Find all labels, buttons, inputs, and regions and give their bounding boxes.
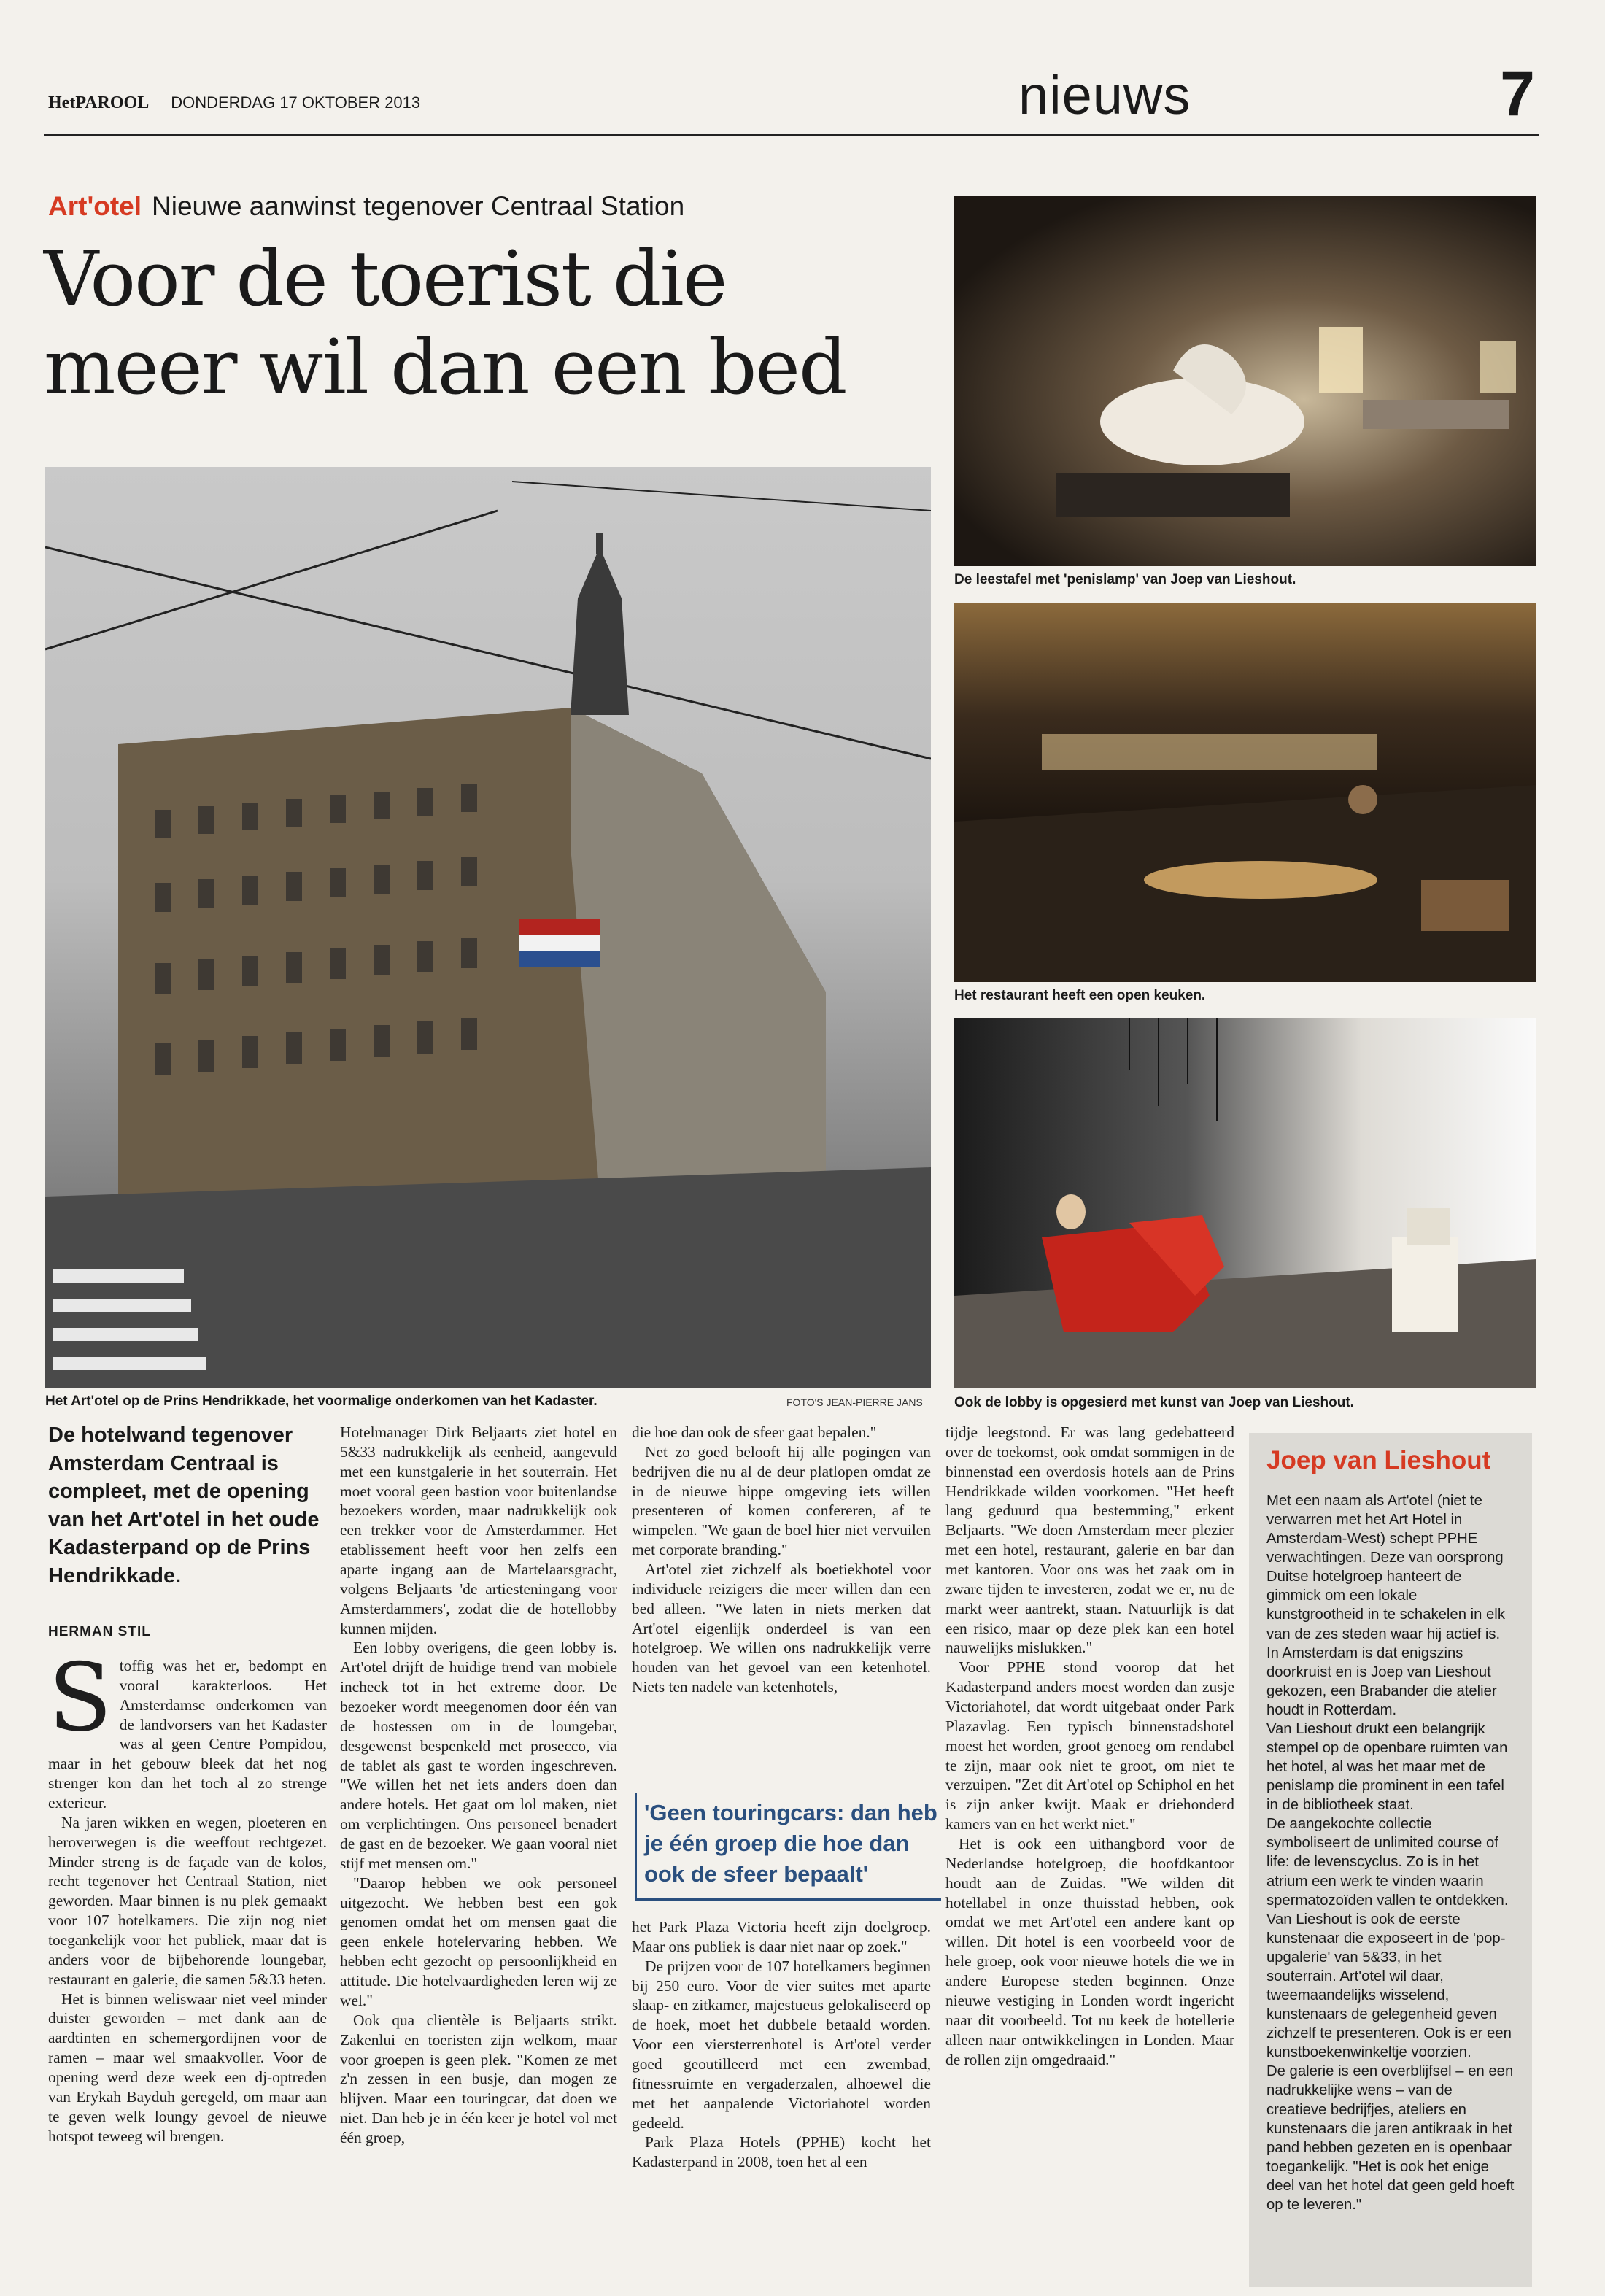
issue-date: DONDERDAG 17 OKTOBER 2013 bbox=[171, 93, 421, 112]
photo-reading-table bbox=[954, 196, 1536, 566]
sidebar-paragraph: Van Lieshout drukt een belangrijk stempel op de openbare ruimten van het hotel, al was het maar met de penislamp die prominent in een tafel in de bibliotheek staat. bbox=[1266, 1720, 1508, 1814]
paragraph: Het is binnen weliswaar niet veel minder duister geworden – met dank aan de aardtinten en schemergordijnen voor de ramen – maar wel smaakvoller. Voor de opening werd deze week een dj-optreden van Erykah Bayduh geregeld, om maar aan te geven welk loungy gevoel de nieuwe hotspot teweeg wil brengen. bbox=[48, 1990, 327, 2145]
article-intro: De hotelwand tegenover Amsterdam Centraal is compleet, met de opening van het Art'otel in het oude Kadasterpand op de Prins Hendrikkade. bbox=[48, 1423, 320, 1588]
paragraph: Na jaren wikken en wegen, ploeteren en heroverwegen is die weeffout rechtgezet. Minder streng is de façade van de kolos, recht tegenover het Centraal Station, niet geworden. Maar binnen is nu plek gemaakt voor 107 hotelkamers. Die zijn nog niet toegankelijk voor het publiek, maar dat is anders voor de bijbehorende loungebar, restaurant en galerie, die samen 5&33 heten. bbox=[48, 1813, 327, 1988]
paragraph: tijdje leegstond. Er was lang gedebatteerd over de toekomst, ook omdat sommigen in de binnenstad een overdosis hotels aan de Prins Hendrikkade wilden voorkomen. "Het heeft lang geduurd qua bestemming," erkent Beljaarts. "We doen Amsterdam meer plezier met een hotel, restaurant, galerie en bar dan met kantoren. Voor ons was het zaak om in zware tijden te investeren, zodat we er, nu de markt weer aantrekt, staan. Natuurlijk is dat een risico, maar op deze plek kan een hotel nauwelijks mislukken." bbox=[945, 1423, 1234, 1657]
paragraph: Het is ook een uithangbord voor de Nederlandse hotelgroep, die hoofdkantoor houdt aan de Zuidas. "We wilden dit hotellabel in onze thuisstad hebben, ook omdat we met Art'otel een andere kant op willen. Dit hotel is een voorbeeld voor de hele groep, ook voor nieuwe hotels die we in andere Europese steden beginnen. Onze nieuwe vestiging in Londen wordt ingericht naar dit voorbeeld. Tot nu keek de hotellerie alleen naar ontwikkelingen in Londen. Maar de rollen zijn omgedraaid." bbox=[945, 1835, 1234, 2068]
column-1 bbox=[48, 1644, 327, 2146]
photo-lobby bbox=[954, 1018, 1536, 1388]
sidebar-paragraph: Met een naam als Art'otel (niet te verwarren met het Art Hotel in Amsterdam-West) schept PPHE verwachtingen. Deze van oorsprong Duitse hotelgroep hanteert de gimmick om een lokale kunstgrootheid in te schakelen in elk van de zes steden waar hij actief is. In Amsterdam is dat enigszins doorkruist en is Joep van Lieshout gekozen, een Brabander die atelier houdt in Rotterdam. bbox=[1266, 1493, 1505, 1718]
headline bbox=[44, 235, 948, 411]
paragraph: Voor PPHE stond voorop dat het Kadasterpand anders moest worden dan zusje Victoriahotel, dat wordt uitgebaat onder Park Plazavlag. Een typisch binnenstadshotel moest het worden, groot genoeg om rendabel te zijn, maar ook niet te groot, om niet te verzuipen. "Zet dit Art'otel op Schiphol en het is zijn anker kwijt. Maak er driehonderd kamers van en het werkt niet." bbox=[945, 1658, 1234, 1833]
paragraph: Park Plaza Hotels (PPHE) kocht het Kadasterpand in 2008, toen het al een bbox=[632, 2133, 931, 2171]
sidebar-box bbox=[1249, 1433, 1532, 2287]
paragraph: Ook qua clientèle is Beljaarts strikt. Zakenlui en toeristen zijn welkom, maar voor groepen is geen plek. "Komen ze met z'n zessen in een busje, dan mogen ze blijven. Maar een touringcar, dat doen we niet. Dan heb je in één keer je hotel vol met één groep, bbox=[340, 2011, 617, 2146]
sidebar-paragraph: De aangekochte collectie symboliseert de unlimited course of life: de levenscyclus. Zo is in het atrium een werk te vinden waarin spermatozoïden vallen te ontdekken. bbox=[1266, 1816, 1509, 1909]
paragraph: De prijzen voor de 107 hotelkamers beginnen bij 250 euro. Voor de vier suites met aparte slaap- en zitkamer, majestueus gelokaliseerd op de hoek, moet het dubbele betaald worden. Voor een viersterrenhotel is Art'otel verder goed geoutilleerd met een zwembad, fitnessruimte en vergaderzalen, alhoewel die met het aanpalende Victoriahotel worden gedeeld. bbox=[632, 1957, 931, 2132]
header-rule bbox=[44, 134, 1539, 136]
byline: HERMAN STIL bbox=[48, 1624, 151, 1639]
sidebar-title: Joep van Lieshout bbox=[1266, 1446, 1491, 1474]
column-3-top bbox=[632, 1423, 931, 1697]
headline-line-1: Voor de toerist die bbox=[44, 234, 727, 323]
column-2 bbox=[340, 1423, 617, 2148]
paragraph bbox=[48, 1644, 327, 1813]
page-number: 7 bbox=[1500, 59, 1535, 129]
paragraph: Net zo goed belooft hij alle pogingen van bedrijven die nu al de deur platlopen omdat ze in de nieuwe hippe omgeving iets willen presenteren of komen confereren, af te wimpelen. "We gaan de boel hier niet vervuilen met corporate branding." bbox=[632, 1442, 931, 1559]
kicker bbox=[48, 191, 684, 222]
masthead bbox=[48, 93, 420, 113]
column-4 bbox=[945, 1423, 1234, 2069]
column-3-bottom bbox=[632, 1917, 931, 2172]
paragraph: die hoe dan ook de sfeer gaat bepalen." bbox=[632, 1423, 877, 1441]
photo-restaurant bbox=[954, 603, 1536, 982]
lounge-illustration bbox=[954, 196, 1536, 566]
section-name: nieuws bbox=[1018, 65, 1191, 125]
building-illustration bbox=[45, 467, 931, 1388]
lobby-illustration bbox=[954, 1018, 1536, 1388]
paragraph-text: toffig was het er, bedompt en vooral karakterloos. Het Amsterdamse onderkomen van de landvorsers van het Kadaster was al geen Centre Pompidou, maar in het gebouw bleek dat het nog strenger kon dan het toch al zo strenge exterieur. bbox=[48, 1657, 327, 1812]
photo-credit: FOTO'S JEAN-PIERRE JANS bbox=[786, 1396, 923, 1408]
paragraph: het Park Plaza Victoria heeft zijn doelgroep. Maar ons publiek is daar niet naar op zoek." bbox=[632, 1918, 931, 1955]
photo4-caption: Ook de lobby is opgesierd met kunst van Joep van Lieshout. bbox=[954, 1395, 1354, 1410]
kicker-text: Nieuwe aanwinst tegenover Centraal Station bbox=[152, 191, 685, 221]
paragraph: Art'otel ziet zichzelf als boetiekhotel voor individuele reizigers die meer willen dan een bed alleen. "We laten in niets merken dat Art'otel eigenlijk onderdeel is van een hotelgroep. We willen ons nadrukkelijk verre houden van het gevoel van een ketenhotel. Niets ten nadele van ketenhotels, bbox=[632, 1561, 931, 1696]
paragraph: Een lobby overigens, die geen lobby is. Art'otel drijft de huidige trend van mobiele incheck tot in het extreme door. De bezoeker wordt meegenomen door één van de hostessen om in de loungebar, desgewenst bespenkeld met prosecco, via de tablet als gast te worden ingeschreven. "We willen het net iets anders doen dan andere hotels. Het gaat om lol maken, niet om verplichtingen. Ons personeel benadert de gast en de bezoeker. We gaan vooral niet stijf met mensen om." bbox=[340, 1639, 617, 1872]
main-photo-caption: Het Art'otel op de Prins Hendrikkade, het voormalige onderkomen van het Kadaster. bbox=[45, 1394, 597, 1409]
sidebar-paragraph: De galerie is een overblijfsel – en een nadrukkelijke wens – van de creatieve bedrijfjes, ateliers en kunstenaars die jaren antikraak in het pand hebben gezeten en is openbaar toegankelijk. "Het is ook het enige deel van het hotel dat geen geld hoeft op te leveren." bbox=[1266, 2063, 1515, 2213]
paragraph: "Daarop hebben we ook personeel uitgezocht. We hebben best een gok genomen omdat het om mensen gaat die geen enkele hotelervaring hebben. We hebben echt gezocht op persoonlijkheid en attitude. Die hotelvaardigheden leren wij ze wel." bbox=[340, 1874, 617, 2009]
photo3-caption: Het restaurant heeft een open keuken. bbox=[954, 988, 1206, 1003]
headline-line-2: meer wil dan een bed bbox=[44, 322, 846, 411]
main-photo-building bbox=[45, 467, 931, 1388]
sidebar-text bbox=[1266, 1491, 1515, 2214]
kicker-brand: Art'otel bbox=[48, 191, 142, 221]
photo2-caption: De leestafel met 'penislamp' van Joep van Lieshout. bbox=[954, 572, 1296, 587]
paragraph: Hotelmanager Dirk Beljaarts ziet hotel en 5&33 nadrukkelijk als eenheid, aangevuld met een kunstgalerie in het souterrain. Het moet vooral geen bastion voor buitenlandse bezoekers worden, maar nadrukkelijk ook een trekker voor de Amsterdammer. Het etablissement heeft voor hen zelfs een aparte ingang aan de Martelaarsgracht, volgens Beljaarts 'de artiesteningang voor Amsterdammers', zodat die de hotellobby kunnen mijden. bbox=[340, 1423, 617, 1637]
pull-quote: 'Geen touringcars: dan heb je één groep die hoe dan ook de sfeer bepaalt' bbox=[635, 1793, 941, 1901]
drop-cap: S bbox=[48, 1644, 112, 1752]
kitchen-illustration bbox=[954, 603, 1536, 982]
sidebar-paragraph: Van Lieshout is ook de eerste kunstenaar die exposeert in de 'pop-upgalerie' van 5&33, in het souterrain. Art'otel wil daar, tweemaandelijks wisselend, kunstenaars de gelegenheid geven zichzelf te presenteren. Ook is er een kunstboekenwinkeltje voorzien. bbox=[1266, 1911, 1512, 2061]
newspaper-logo: HetPAROOL bbox=[48, 93, 150, 112]
